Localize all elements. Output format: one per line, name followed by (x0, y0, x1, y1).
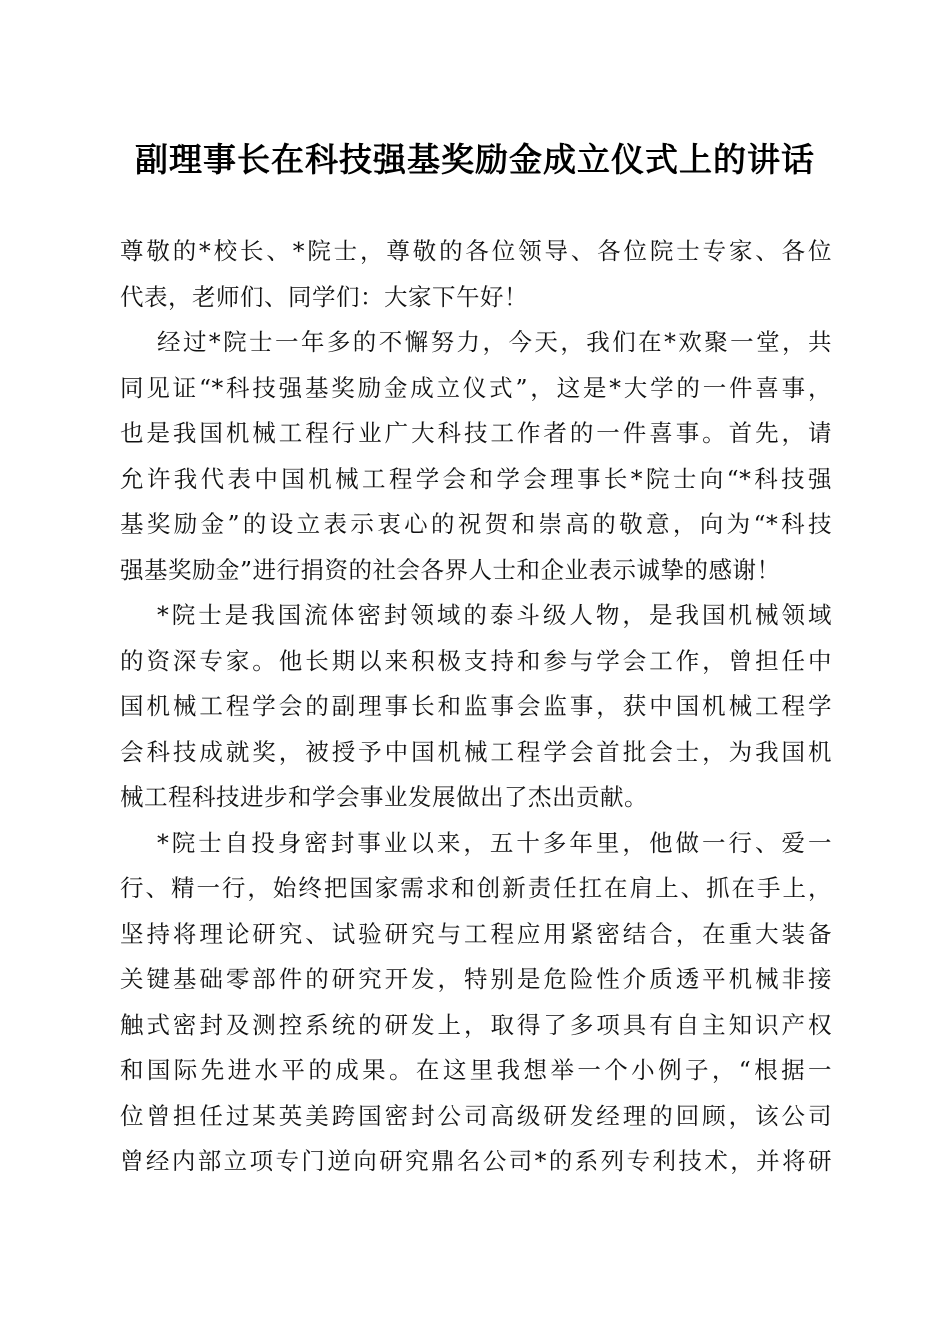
text-line: 行、精一行，始终把国家需求和创新责任扛在肩上、抓在手上， (120, 874, 832, 902)
text-line: *院士是我国流体密封领域的泰斗级人物，是我国机械领域 (157, 601, 832, 629)
paragraph-opening (120, 320, 832, 593)
text-line: 代表，老师们、同学们：大家下午好！ (120, 282, 528, 311)
text-line: 允许我代表中国机械工程学会和学会理事长*院士向“*科技强 (120, 464, 832, 493)
text-line: 坚持将理论研究、试验研究与工程应用紧密结合，在重大装备 (120, 919, 832, 948)
text-line: 关键基础零部件的研究开发，特别是危险性介质透平机械非接 (120, 965, 832, 993)
text-line: 同见证“*科技强基奖励金成立仪式”，这是*大学的一件喜事， (120, 373, 832, 402)
document-title: 副理事长在科技强基奖励金成立仪式上的讲话 (135, 140, 815, 179)
text-line: 尊敬的*校长、*院士，尊敬的各位领导、各位院士专家、各位 (120, 237, 832, 265)
text-line: 触式密封及测控系统的研发上，取得了多项具有自主知识产权 (120, 1010, 832, 1039)
text-line: 经过*院士一年多的不懈努力，今天，我们在*欢聚一堂，共 (157, 328, 832, 356)
text-line: 强基奖励金”进行捐资的社会各界人士和企业表示诚挚的感谢！ (120, 555, 781, 584)
text-line: 械工程科技进步和学会事业发展做出了杰出贡献。 (120, 783, 648, 811)
text-line: 位曾担任过某英美跨国密封公司高级研发经理的回顾，该公司 (120, 1101, 832, 1130)
text-line: 国机械工程学会的副理事长和监事会监事，获中国机械工程学 (120, 692, 832, 720)
text-line: 会科技成就奖，被授予中国机械工程学会首批会士，为我国机 (120, 737, 832, 766)
text-line: 曾经内部立项专门逆向研究鼎名公司*的系列专利技术，并将研 (120, 1147, 832, 1175)
text-line: 的资深专家。他长期以来积极支持和参与学会工作，曾担任中 (120, 646, 832, 675)
paragraph-salutation (120, 229, 832, 320)
text-line: *院士自投身密封事业以来，五十多年里，他做一行、爱一 (157, 828, 832, 857)
text-line: 和国际先进水平的成果。在这里我想举一个小例子，“根据一 (120, 1056, 832, 1084)
text-line: 基奖励金”的设立表示衷心的祝贺和崇高的敬意，向为“*科技 (120, 510, 832, 538)
paragraph-academician-intro (120, 593, 832, 821)
text-line: 也是我国机械工程行业广大科技工作者的一件喜事。首先，请 (120, 419, 832, 447)
document-body (120, 229, 832, 1185)
paragraph-achievements (120, 821, 832, 1185)
